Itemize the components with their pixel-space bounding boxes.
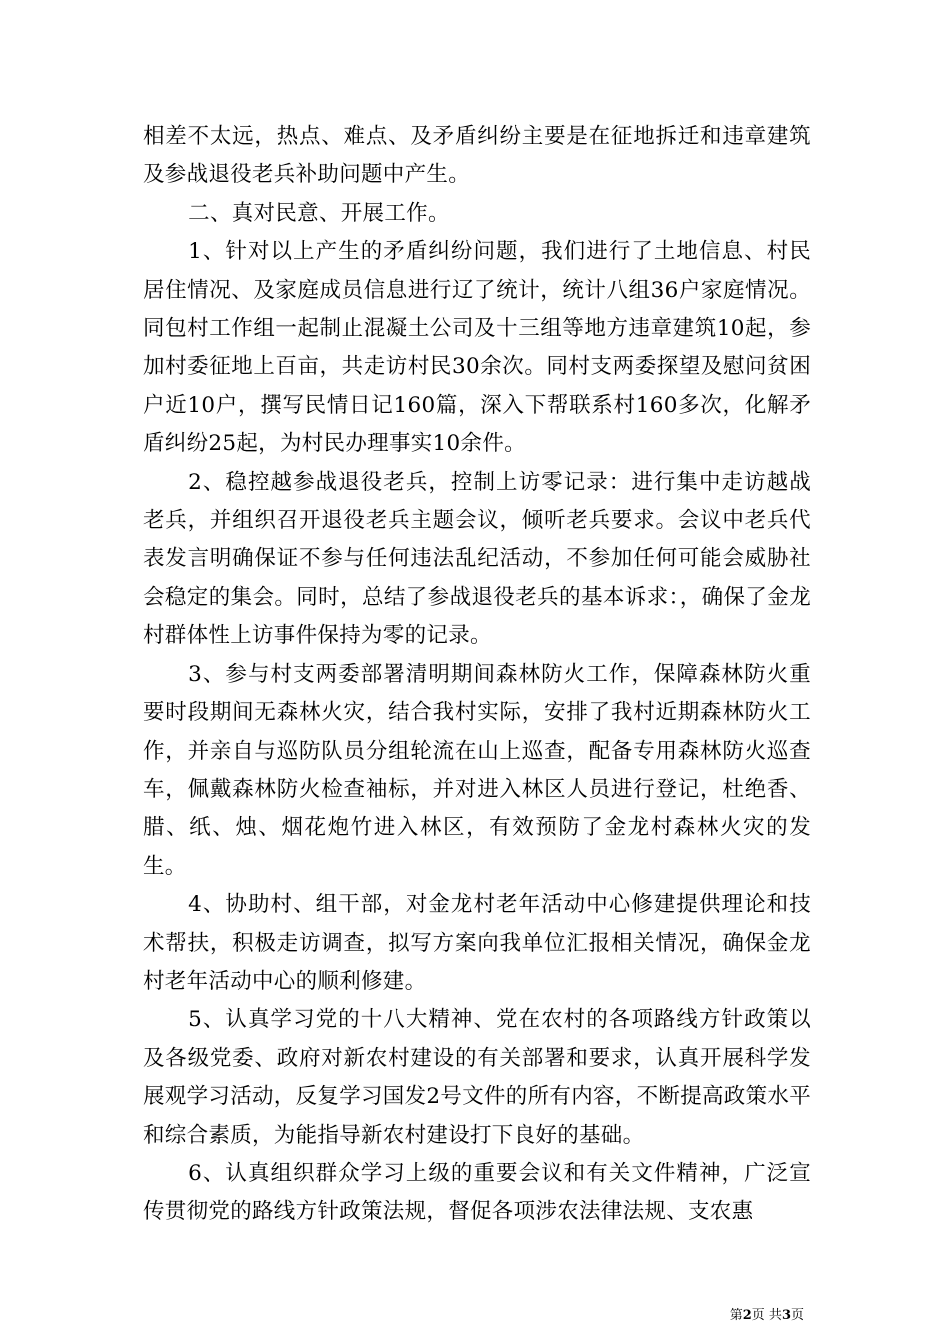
paragraph: 6、认真组织群众学习上级的重要会议和有关文件精神，广泛宣传贯彻党的路线方针政策法规，督促各项涉农法律法规、支农惠 — [143, 1160, 811, 1225]
total-pages-number: 3 — [781, 1308, 791, 1323]
footer-suffix: 页 — [790, 1308, 804, 1323]
paragraph: 4、协助村、组干部，对金龙村老年活动中心修建提供理论和技术帮扶，积极走访调查，拟写方案向我单位汇报相关情况，确保金龙村老年活动中心的顺利修建。 — [143, 892, 811, 994]
paragraph: 2、稳控越参战退役老兵，控制上访零记录：进行集中走访越战老兵，并组织召开退役老兵主题会议，倾听老兵要求。会议中老兵代表发言明确保证不参与任何违法乱纪活动，不参加任何可能会威胁社会稳定的集会。同时，总结了参战退役老兵的基本诉求：，确保了金龙村群体性上访事件保持为零的记录。 — [143, 469, 811, 649]
paragraph: 相差不太远，热点、难点、及矛盾纠纷主要是在征地拆迁和违章建筑及参战退役老兵补助问题中产生。 — [143, 124, 811, 188]
document-body — [143, 118, 811, 1232]
page-number-footer — [730, 1304, 804, 1323]
footer-prefix: 第 — [729, 1308, 743, 1323]
section-heading: 二、真对民意、开展工作。 — [188, 200, 450, 226]
paragraph: 5、认真学习党的十八大精神、党在农村的各项路线方针政策以及各级党委、政府对新农村建设的有关部署和要求，认真开展科学发展观学习活动，反复学习国发2号文件的所有内容，不断提高政策水平和综合素质，为能指导新农村建设打下良好的基础。 — [143, 1007, 811, 1148]
footer-middle: 页 共 — [751, 1308, 782, 1323]
paragraph: 1、针对以上产生的矛盾纠纷问题，我们进行了土地信息、村民居住情况、及家庭成员信息进行辽了统计，统计八组36户家庭情况。同包村工作组一起制止混凝土公司及十三组等地方违章建筑10起，参加村委征地上百亩，共走访村民30余次。同村支两委探望及慰问贫困户近10户，撰写民情日记160篇，深入下帮联系村160多次，化解矛盾纠纷25起，为村民办理事实10余件。 — [143, 239, 811, 457]
current-page-number: 2 — [742, 1308, 752, 1323]
paragraph: 3、参与村支两委部署清明期间森林防火工作，保障森林防火重要时段期间无森林火灾，结合我村实际，安排了我村近期森林防火工作，并亲自与巡防队员分组轮流在山上巡查，配备专用森林防火巡查车，佩戴森林防火检查袖标，并对进入林区人员进行登记，杜绝香、腊、纸、烛、烟花炮竹进入林区，有效预防了金龙村森林火灾的发生。 — [143, 661, 811, 879]
